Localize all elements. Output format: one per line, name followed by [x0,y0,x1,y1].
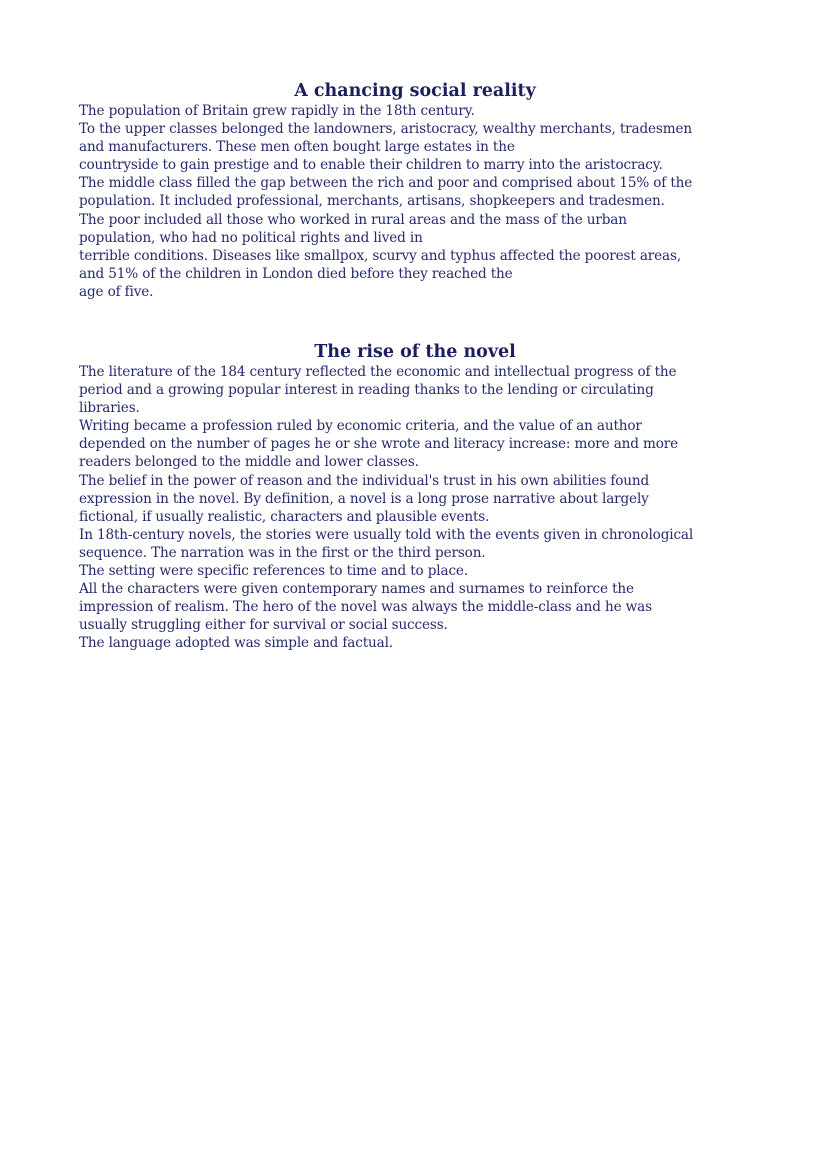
section-body [79,363,751,653]
text-line: All the characters were given contemporary names and surnames to reinforce the [79,581,634,598]
section-heading: A chancing social reality [294,81,536,101]
text-line: In 18th-century novels, the stories were usually told with the events given in chronological [79,526,694,543]
section-heading: The rise of the novel [314,342,516,362]
text-line: countryside to gain prestige and to enable their children to marry into the aristocracy. [79,157,663,174]
text-line: terrible conditions. Diseases like smallpox, scurvy and typhus affected the poorest areas, [79,247,682,264]
text-line: readers belonged to the middle and lower classes. [79,454,419,471]
text-line: depended on the number of pages he or she wrote and literacy increase: more and more [79,436,679,453]
text-line: The literature of the 184 century reflected the economic and intellectual progress of the [79,364,677,380]
text-line: and 51% of the children in London died before they reached the [79,265,513,282]
text-line: sequence. The narration was in the first or the third person. [79,544,486,561]
text-line: The middle class filled the gap between the rich and poor and comprised about 15% of the [79,175,693,192]
text-line: fictional, if usually realistic, characters and plausible events. [79,508,490,525]
text-line: The poor included all those who worked in rural areas and the mass of the urban [79,211,627,228]
text-line: impression of realism. The hero of the novel was always the middle-class and he was [79,599,652,616]
section-rise-of-novel [79,341,751,653]
text-line: expression in the novel. By definition, a novel is a long prose narrative about largely [79,490,649,507]
text-line: libraries. [79,400,140,417]
text-line: The language adopted was simple and factual. [79,635,393,652]
text-line: Writing became a profession ruled by economic criteria, and the value of an author [79,418,642,435]
text-line: The belief in the power of reason and the individual's trust in his own abilities found [79,472,650,489]
text-line: usually struggling either for survival or social success. [79,617,448,634]
text-line: The setting were specific references to time and to place. [79,563,468,580]
text-line: age of five. [79,283,154,300]
text-line: To the upper classes belonged the landowners, aristocracy, wealthy merchants, tradesmen [79,121,692,138]
text-line: population, who had no political rights and lived in [79,229,423,246]
section-social-reality [79,80,751,301]
section-body [79,102,751,301]
text-line: The population of Britain grew rapidly in the 18th century. [79,103,475,119]
text-line: population. It included professional, merchants, artisans, shopkeepers and tradesmen. [79,193,665,210]
text-line: and manufacturers. These men often bought large estates in the [79,139,515,156]
text-line: period and a growing popular interest in reading thanks to the lending or circulating [79,382,654,399]
